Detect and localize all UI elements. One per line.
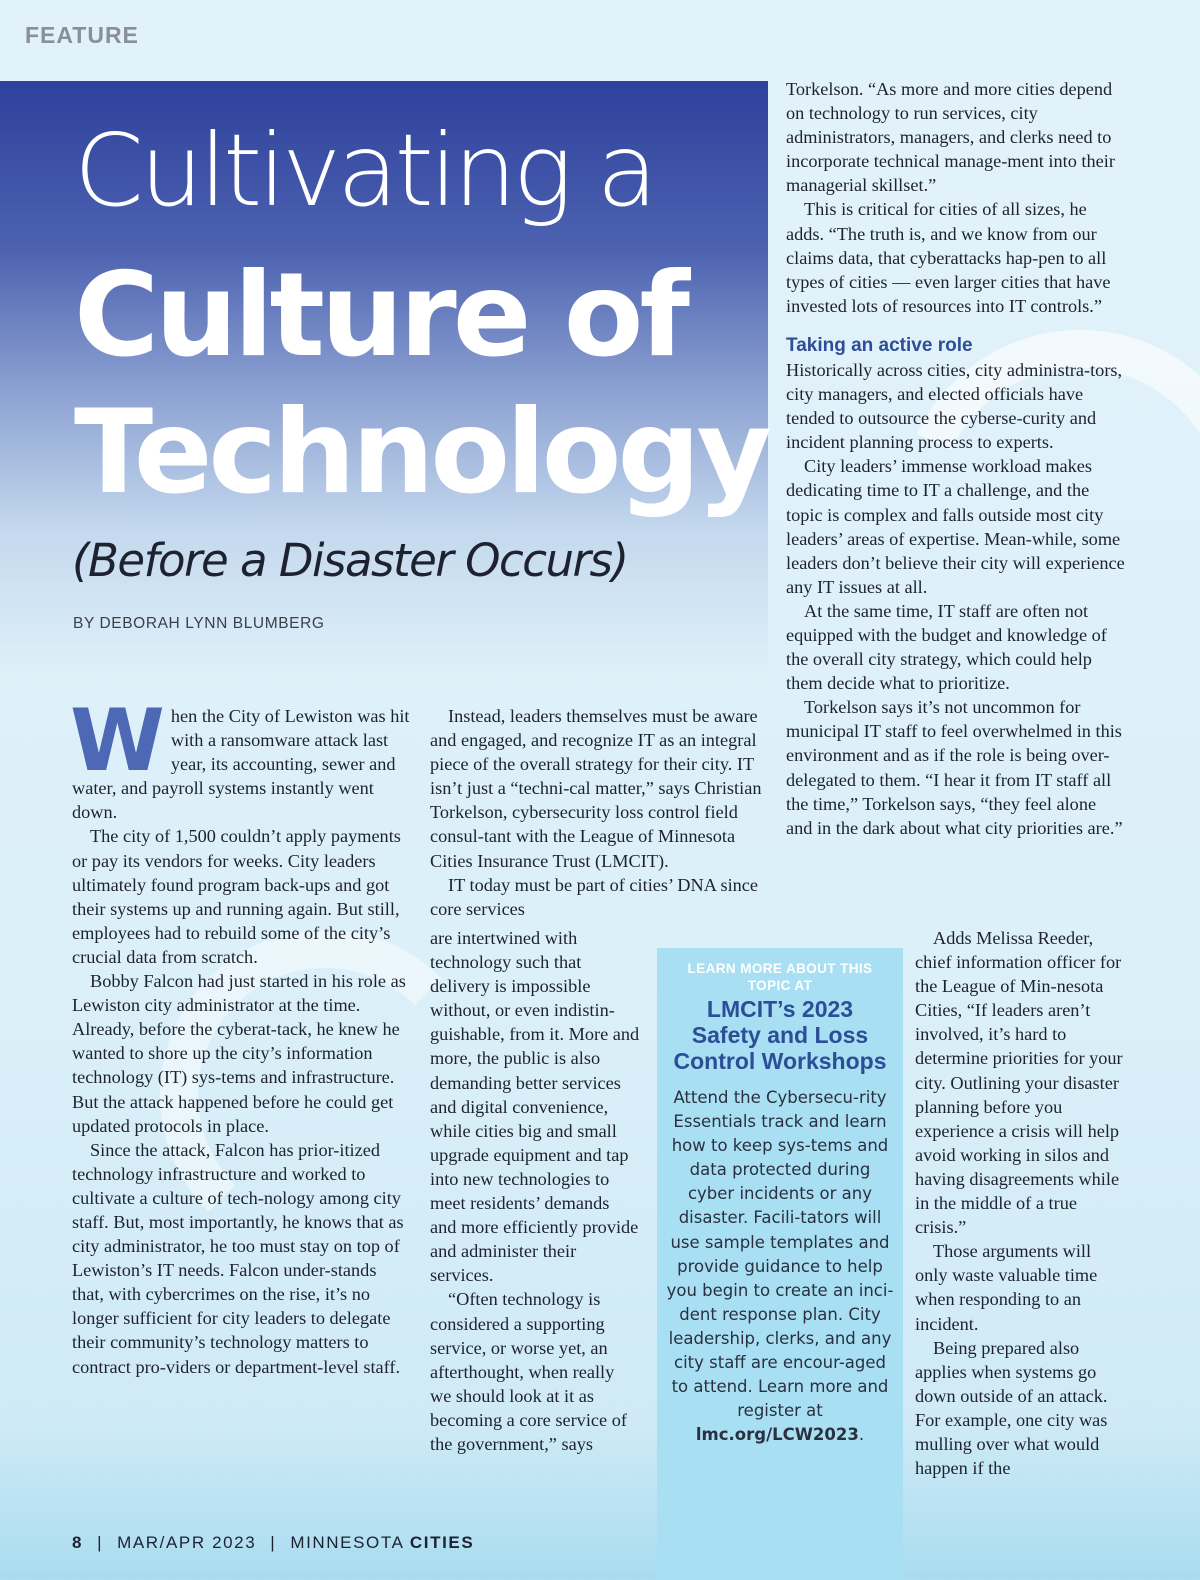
paragraph: are intertwined with technology such that delivery is impossible without, or even indistin-guishable, from it. More and more, the public is also demanding better services and digital convenience, while cities big and small upgrade equipment and tap into new technologies to meet residents’ demands and more efficiently provide and administer their services. <box>430 928 640 1286</box>
article-column-3-narrow <box>915 926 1125 1480</box>
sidebar-link[interactable]: lmc.org/LCW2023 <box>695 1425 859 1445</box>
paragraph: This is critical for cities of all sizes, he adds. “The truth is, and we know from our claims data, that cyberattacks hap-pen to all types of cities — even larger cities that have invested lots of resources into IT controls.” <box>786 199 1111 316</box>
paragraph: Adds Melissa Reeder, chief information officer for the League of Min-nesota Cities, “If leaders aren’t involved, it’s hard to determine priorities for your city. Outlining your disaster planning before you experience a crisis will help avoid working in silos and having disagreements while in the middle of a true crisis.” <box>915 928 1123 1238</box>
paragraph: Torkelson says it’s not uncommon for municipal IT staff to feel overwhelmed in this environment and as if the role is being over-delegated to them. “I hear it from IT staff all the time,” Torkelson says, “they feel alone and in the dark about what city priorities are.” <box>786 697 1123 838</box>
title-line-3: Technology <box>74 385 769 520</box>
article-subtitle: (Before a Disaster Occurs) <box>72 534 628 587</box>
paragraph: Being prepared also applies when systems go down outside of an attack. For example, one city was mulling over what would happen if the <box>915 1337 1108 1479</box>
section-label: FEATURE <box>25 22 139 48</box>
paragraph: Those arguments will only waste valuable time when responding to an incident. <box>915 1241 1098 1334</box>
paragraph: Bobby Falcon had just started in his role as Lewiston city administrator at the time. Already, before the cyberat-tack, he knew he wanted to shore up the city’s information technology (IT) sys-tems and infrastructure. But the attack happened before he could get updated protocols in place. <box>72 971 406 1136</box>
article-column-1 <box>70 691 412 1379</box>
page-footer <box>72 1533 474 1553</box>
paragraph: At the same time, IT staff are often not equipped with the budget and knowledge of the overall city strategy, which could help them decide what to prioritize. <box>786 600 1107 694</box>
paragraph-text: hen the City of Lewiston was hit with a ransomware attack last year, its accounting, sewer and water, and payroll systems instantly went down. <box>72 706 410 823</box>
sidebar-box <box>657 948 903 1580</box>
section-subhead: Taking an active role <box>786 334 973 356</box>
article-column-2 <box>430 704 765 921</box>
sidebar-title: LMCIT’s 2023 Safety and Loss Control Workshops <box>673 996 887 1074</box>
paragraph: Instead, leaders themselves must be aware and engaged, and recognize IT as an integral piece of the overall strategy for their city. IT isn’t just a “techni-cal matter,” says Christian Torkelson, cybersecurity loss control field consul-tant with the League of Minnesota Cities Insurance Trust (LMCIT). <box>430 706 762 871</box>
byline: BY DEBORAH LYNN BLUMBERG <box>73 615 325 632</box>
footer-separator: | <box>97 1533 104 1552</box>
sidebar-kicker: LEARN MORE ABOUT THIS TOPIC AT <box>687 961 873 993</box>
paragraph: Historically across cities, city administra-tors, city managers, and elected officials have tended to outsource the cyberse-curity and incident planning process to experts. <box>786 359 1123 453</box>
sidebar-link-suffix: . <box>858 1425 865 1445</box>
page-number: 8 <box>72 1533 84 1552</box>
footer-separator: | <box>270 1533 277 1552</box>
sidebar-body <box>665 1086 895 1447</box>
paragraph: “Often technology is considered a supporting service, or worse yet, an afterthought, when really we should look at it as becoming a core service of the government,” says <box>430 1289 627 1454</box>
article-column-3 <box>786 77 1126 840</box>
title-line-2: Culture of <box>74 248 686 383</box>
magazine-prefix: MINNESOTA <box>290 1533 404 1552</box>
paragraph: Torkelson. “As more and more cities depend on technology to run services, city administrators, managers, and clerks need to incorporate technical manage-ment into their managerial skillset.” <box>786 79 1115 196</box>
issue-date: MAR/APR 2023 <box>117 1533 257 1552</box>
magazine-brand: CITIES <box>409 1533 475 1552</box>
title-line-1: Cultivating a <box>74 112 654 229</box>
sidebar-text: Attend the Cybersecu-rity Essentials track and learn how to keep sys-tems and data protected during cyber incidents or any disaster. Facili-tators will use sample templates and provide guidance to help you begin to create an inci-dent response plan. City leadership, clerks, and any city staff are encour-aged to attend. Learn more and register at <box>666 1088 894 1421</box>
article-column-2-narrow <box>430 926 640 1456</box>
drop-cap: W <box>70 691 165 791</box>
paragraph: Since the attack, Falcon has prior-itized technology infrastructure and worked to cultivate a culture of tech-nology among city staff. But, most importantly, he knows that as city administrator, he too must stay on top of Lewiston’s IT needs. Falcon under-stands that, with cybercrimes on the rise, it’s no longer sufficient for city leaders to delegate their community’s technology matters to contract pro-viders or department-level staff. <box>72 1139 404 1377</box>
paragraph: IT today must be part of cities’ DNA since core services <box>430 874 759 919</box>
paragraph: City leaders’ immense workload makes dedicating time to IT a challenge, and the topic is complex and falls outside most city leaders’ areas of expertise. Mean-while, some leaders don’t believe their city will experience any IT issues at all. <box>786 456 1125 597</box>
paragraph <box>70 691 412 824</box>
paragraph: The city of 1,500 couldn’t apply payments or pay its vendors for weeks. City leaders ultimately found program back-ups and got their systems up and running again. But still, employees had to rebuild some of the city’s crucial data from scratch. <box>72 826 401 967</box>
